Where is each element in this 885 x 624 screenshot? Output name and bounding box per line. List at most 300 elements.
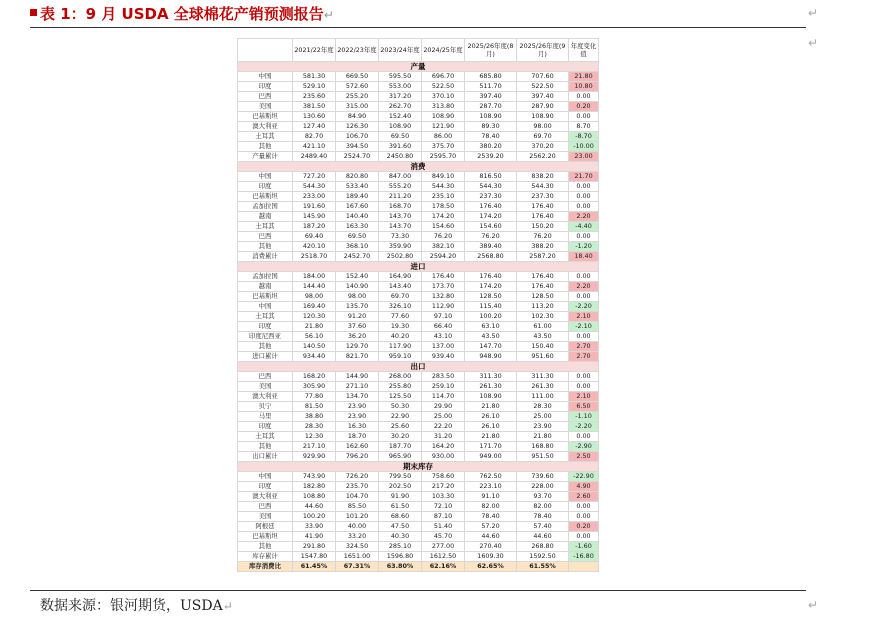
data-cell: 394.50 bbox=[336, 142, 379, 152]
row-label: 巴基斯坦 bbox=[238, 292, 293, 302]
data-cell: 2568.80 bbox=[465, 252, 517, 262]
data-cell: 108.80 bbox=[293, 492, 336, 502]
data-cell: -2.90 bbox=[569, 442, 599, 452]
row-label: 巴基斯坦 bbox=[238, 192, 293, 202]
data-cell: 22.90 bbox=[379, 412, 422, 422]
column-header: 2025/26年度(8月) bbox=[465, 39, 517, 62]
table-row bbox=[238, 512, 599, 522]
data-cell: 511.70 bbox=[465, 82, 517, 92]
data-cell: 137.00 bbox=[422, 342, 465, 352]
data-cell: 143.70 bbox=[379, 222, 422, 232]
data-cell: 1651.00 bbox=[336, 552, 379, 562]
data-cell: 86.00 bbox=[422, 132, 465, 142]
data-cell: 62.65% bbox=[465, 562, 517, 572]
data-cell: 81.50 bbox=[293, 402, 336, 412]
data-cell: 176.40 bbox=[422, 272, 465, 282]
row-label: 澳大利亚 bbox=[238, 392, 293, 402]
row-label: 孟加拉国 bbox=[238, 202, 293, 212]
data-cell: 0.00 bbox=[569, 532, 599, 542]
row-label: 中国 bbox=[238, 172, 293, 182]
table-row bbox=[238, 322, 599, 332]
data-cell: 2.20 bbox=[569, 282, 599, 292]
table-row bbox=[238, 282, 599, 292]
data-cell: 40.00 bbox=[336, 522, 379, 532]
data-cell: 36.20 bbox=[336, 332, 379, 342]
data-cell: 283.50 bbox=[422, 372, 465, 382]
row-label: 出口累计 bbox=[238, 452, 293, 462]
data-cell: 152.40 bbox=[336, 272, 379, 282]
data-cell: 572.60 bbox=[336, 82, 379, 92]
data-cell: 235.60 bbox=[293, 92, 336, 102]
data-cell: 108.90 bbox=[517, 112, 569, 122]
data-cell: 30.20 bbox=[379, 432, 422, 442]
section-header-row bbox=[238, 462, 599, 472]
data-cell: 951.50 bbox=[517, 452, 569, 462]
data-cell: 0.00 bbox=[569, 512, 599, 522]
data-cell: 76.20 bbox=[517, 232, 569, 242]
data-cell: 2489.40 bbox=[293, 152, 336, 162]
data-cell: 739.60 bbox=[517, 472, 569, 482]
row-label: 中国 bbox=[238, 72, 293, 82]
data-cell: 8.70 bbox=[569, 122, 599, 132]
data-cell: 97.10 bbox=[422, 312, 465, 322]
table-row bbox=[238, 442, 599, 452]
data-cell: 176.40 bbox=[517, 212, 569, 222]
data-cell: 72.10 bbox=[422, 502, 465, 512]
data-cell: -1.60 bbox=[569, 542, 599, 552]
table-row bbox=[238, 492, 599, 502]
data-cell: 202.50 bbox=[379, 482, 422, 492]
data-cell: 134.70 bbox=[336, 392, 379, 402]
data-cell: 187.20 bbox=[293, 222, 336, 232]
table-row bbox=[238, 302, 599, 312]
row-label: 贝宁 bbox=[238, 402, 293, 412]
data-cell: 182.80 bbox=[293, 482, 336, 492]
data-cell: 544.30 bbox=[465, 182, 517, 192]
margin-return-icon: ↵ bbox=[808, 6, 819, 20]
data-cell: 10.80 bbox=[569, 82, 599, 92]
data-cell: -1.20 bbox=[569, 242, 599, 252]
data-cell: 0.20 bbox=[569, 522, 599, 532]
data-cell: 313.80 bbox=[422, 102, 465, 112]
data-cell: 544.30 bbox=[422, 182, 465, 192]
table-row bbox=[238, 532, 599, 542]
data-cell: 311.30 bbox=[465, 372, 517, 382]
column-header: 年度变化值 bbox=[569, 39, 599, 62]
data-cell: 235.10 bbox=[422, 192, 465, 202]
data-cell: 211.20 bbox=[379, 192, 422, 202]
row-label: 越南 bbox=[238, 282, 293, 292]
data-cell: 951.60 bbox=[517, 352, 569, 362]
data-cell: 23.90 bbox=[336, 402, 379, 412]
data-table-container bbox=[237, 38, 598, 572]
section-header-row bbox=[238, 162, 599, 172]
data-cell: 420.10 bbox=[293, 242, 336, 252]
data-cell: 271.10 bbox=[336, 382, 379, 392]
row-label: 越南 bbox=[238, 212, 293, 222]
data-cell: 237.30 bbox=[465, 192, 517, 202]
data-cell: 144.40 bbox=[293, 282, 336, 292]
data-cell: 555.20 bbox=[379, 182, 422, 192]
table-row bbox=[238, 152, 599, 162]
data-cell: 12.30 bbox=[293, 432, 336, 442]
data-cell: 77.60 bbox=[379, 312, 422, 322]
table-row bbox=[238, 342, 599, 352]
data-cell: 69.70 bbox=[379, 292, 422, 302]
data-cell: 114.70 bbox=[422, 392, 465, 402]
column-header bbox=[238, 39, 293, 62]
data-cell: 176.40 bbox=[465, 272, 517, 282]
data-cell: 2.70 bbox=[569, 352, 599, 362]
data-source-note bbox=[40, 595, 233, 615]
section-title: 期末库存 bbox=[238, 462, 599, 472]
data-cell: 89.30 bbox=[465, 122, 517, 132]
table-row bbox=[238, 422, 599, 432]
data-cell: 63.10 bbox=[465, 322, 517, 332]
data-cell: 261.30 bbox=[517, 382, 569, 392]
data-cell: 26.10 bbox=[465, 422, 517, 432]
row-label: 其他 bbox=[238, 242, 293, 252]
data-cell: 368.10 bbox=[336, 242, 379, 252]
data-cell: 169.40 bbox=[293, 302, 336, 312]
data-cell: 2562.20 bbox=[517, 152, 569, 162]
data-cell: 21.80 bbox=[465, 402, 517, 412]
data-cell: 0.00 bbox=[569, 332, 599, 342]
data-cell: 685.80 bbox=[465, 72, 517, 82]
data-cell: 43.50 bbox=[517, 332, 569, 342]
data-cell: 51.40 bbox=[422, 522, 465, 532]
row-label: 土耳其 bbox=[238, 312, 293, 322]
data-cell: 127.40 bbox=[293, 122, 336, 132]
data-cell: 57.20 bbox=[465, 522, 517, 532]
data-cell: 37.60 bbox=[336, 322, 379, 332]
data-cell: 0.00 bbox=[569, 292, 599, 302]
data-cell: 268.00 bbox=[379, 372, 422, 382]
row-label: 巴西 bbox=[238, 502, 293, 512]
row-label: 印度 bbox=[238, 82, 293, 92]
data-cell: 26.10 bbox=[465, 412, 517, 422]
data-cell: 277.00 bbox=[422, 542, 465, 552]
table-row bbox=[238, 502, 599, 512]
data-cell: 176.40 bbox=[517, 282, 569, 292]
data-cell: 128.50 bbox=[517, 292, 569, 302]
data-cell: 91.90 bbox=[379, 492, 422, 502]
row-label: 其他 bbox=[238, 142, 293, 152]
data-cell: 174.20 bbox=[422, 212, 465, 222]
data-cell: 0.00 bbox=[569, 232, 599, 242]
data-cell: 73.30 bbox=[379, 232, 422, 242]
data-cell: 91.10 bbox=[465, 492, 517, 502]
section-header-row bbox=[238, 362, 599, 372]
data-cell: 56.10 bbox=[293, 332, 336, 342]
data-cell: -22.90 bbox=[569, 472, 599, 482]
data-cell: 135.70 bbox=[336, 302, 379, 312]
data-cell: 581.30 bbox=[293, 72, 336, 82]
data-cell: 128.50 bbox=[465, 292, 517, 302]
table-row bbox=[238, 472, 599, 482]
data-cell: -2.10 bbox=[569, 322, 599, 332]
data-cell: 102.30 bbox=[517, 312, 569, 322]
data-cell: 78.40 bbox=[465, 132, 517, 142]
data-cell: 163.30 bbox=[336, 222, 379, 232]
data-cell: 228.00 bbox=[517, 482, 569, 492]
data-cell: 184.00 bbox=[293, 272, 336, 282]
data-cell: 2.10 bbox=[569, 312, 599, 322]
row-label: 巴西 bbox=[238, 232, 293, 242]
data-cell: 69.50 bbox=[336, 232, 379, 242]
data-cell: 2595.70 bbox=[422, 152, 465, 162]
data-cell: 178.50 bbox=[422, 202, 465, 212]
data-cell: 33.20 bbox=[336, 532, 379, 542]
data-cell: 2.60 bbox=[569, 492, 599, 502]
data-cell: 112.90 bbox=[422, 302, 465, 312]
data-cell: 533.40 bbox=[336, 182, 379, 192]
data-cell: 707.60 bbox=[517, 72, 569, 82]
table-row bbox=[238, 392, 599, 402]
data-cell: 0.00 bbox=[569, 192, 599, 202]
data-cell: 21.80 bbox=[517, 432, 569, 442]
data-cell: 235.70 bbox=[336, 482, 379, 492]
data-cell: 21.70 bbox=[569, 172, 599, 182]
data-cell: 176.40 bbox=[465, 202, 517, 212]
table-row bbox=[238, 132, 599, 142]
table-row bbox=[238, 172, 599, 182]
data-cell: 23.90 bbox=[336, 412, 379, 422]
return-mark-icon: ↵ bbox=[222, 599, 233, 613]
data-cell: 140.90 bbox=[336, 282, 379, 292]
data-cell: 326.10 bbox=[379, 302, 422, 312]
data-cell: 98.00 bbox=[336, 292, 379, 302]
row-label: 印度 bbox=[238, 482, 293, 492]
table-row bbox=[238, 272, 599, 282]
table-row bbox=[238, 252, 599, 262]
row-label: 土耳其 bbox=[238, 222, 293, 232]
data-cell: 164.20 bbox=[422, 442, 465, 452]
source-text: 数据来源：银河期货，USDA bbox=[40, 598, 223, 614]
data-cell: 140.40 bbox=[336, 212, 379, 222]
stock-use-ratio-row bbox=[238, 562, 599, 572]
data-cell: 948.90 bbox=[465, 352, 517, 362]
data-cell: 82.00 bbox=[465, 502, 517, 512]
row-label: 进口累计 bbox=[238, 352, 293, 362]
data-cell: 108.90 bbox=[379, 122, 422, 132]
table-row bbox=[238, 232, 599, 242]
data-cell: 2524.70 bbox=[336, 152, 379, 162]
table-row bbox=[238, 552, 599, 562]
data-cell: 61.45% bbox=[293, 562, 336, 572]
table-row bbox=[238, 222, 599, 232]
data-cell: 359.90 bbox=[379, 242, 422, 252]
row-label: 中国 bbox=[238, 302, 293, 312]
data-cell: 28.30 bbox=[293, 422, 336, 432]
data-cell: 145.90 bbox=[293, 212, 336, 222]
table-row bbox=[238, 122, 599, 132]
data-cell: 143.70 bbox=[379, 212, 422, 222]
data-cell: 66.40 bbox=[422, 322, 465, 332]
column-header: 2025/26年度(9月) bbox=[517, 39, 569, 62]
table-row bbox=[238, 522, 599, 532]
data-cell: 44.60 bbox=[293, 502, 336, 512]
data-cell: 31.20 bbox=[422, 432, 465, 442]
data-cell: 189.40 bbox=[336, 192, 379, 202]
data-cell: -2.20 bbox=[569, 302, 599, 312]
data-cell: 152.40 bbox=[379, 112, 422, 122]
data-cell: 237.30 bbox=[517, 192, 569, 202]
table-row bbox=[238, 312, 599, 322]
data-cell: 820.80 bbox=[336, 172, 379, 182]
data-cell: 2452.70 bbox=[336, 252, 379, 262]
data-cell: 317.20 bbox=[379, 92, 422, 102]
table-row bbox=[238, 482, 599, 492]
data-cell: 171.70 bbox=[465, 442, 517, 452]
data-cell: 2587.20 bbox=[517, 252, 569, 262]
data-cell: 61.55% bbox=[517, 562, 569, 572]
data-cell: 595.50 bbox=[379, 72, 422, 82]
data-cell: 726.20 bbox=[336, 472, 379, 482]
row-label: 孟加拉国 bbox=[238, 272, 293, 282]
row-label: 土耳其 bbox=[238, 432, 293, 442]
data-cell: 173.70 bbox=[422, 282, 465, 292]
data-cell: 255.20 bbox=[336, 92, 379, 102]
data-cell: 291.80 bbox=[293, 542, 336, 552]
data-cell: 69.70 bbox=[517, 132, 569, 142]
data-cell: -16.80 bbox=[569, 552, 599, 562]
row-label: 阿根廷 bbox=[238, 522, 293, 532]
data-cell: 82.70 bbox=[293, 132, 336, 142]
row-label: 印度 bbox=[238, 322, 293, 332]
margin-return-icon: ↵ bbox=[808, 36, 819, 50]
data-cell: 168.80 bbox=[517, 442, 569, 452]
data-cell: 1609.30 bbox=[465, 552, 517, 562]
data-cell: 762.50 bbox=[465, 472, 517, 482]
data-cell: 934.40 bbox=[293, 352, 336, 362]
row-label: 印度 bbox=[238, 182, 293, 192]
table-row bbox=[238, 412, 599, 422]
data-cell: 113.20 bbox=[517, 302, 569, 312]
table-row bbox=[238, 202, 599, 212]
data-cell: 129.70 bbox=[336, 342, 379, 352]
data-cell: 78.40 bbox=[517, 512, 569, 522]
data-cell: 21.80 bbox=[569, 72, 599, 82]
data-cell: 553.00 bbox=[379, 82, 422, 92]
data-cell: 0.00 bbox=[569, 382, 599, 392]
data-cell: 1612.50 bbox=[422, 552, 465, 562]
data-cell: 87.10 bbox=[422, 512, 465, 522]
data-cell: 669.50 bbox=[336, 72, 379, 82]
table-row bbox=[238, 72, 599, 82]
data-cell: 380.20 bbox=[465, 142, 517, 152]
data-cell: 217.20 bbox=[422, 482, 465, 492]
data-cell: 76.20 bbox=[465, 232, 517, 242]
data-cell: 849.10 bbox=[422, 172, 465, 182]
data-cell: -10.00 bbox=[569, 142, 599, 152]
data-cell: 69.50 bbox=[379, 132, 422, 142]
table-row bbox=[238, 142, 599, 152]
table-row bbox=[238, 102, 599, 112]
data-cell: 69.40 bbox=[293, 232, 336, 242]
data-cell: 2.70 bbox=[569, 342, 599, 352]
data-cell: 68.60 bbox=[379, 512, 422, 522]
data-cell: 44.60 bbox=[465, 532, 517, 542]
data-cell: 315.00 bbox=[336, 102, 379, 112]
data-cell: 168.70 bbox=[379, 202, 422, 212]
data-cell: 25.00 bbox=[422, 412, 465, 422]
data-cell: 168.20 bbox=[293, 372, 336, 382]
data-cell: 324.50 bbox=[336, 542, 379, 552]
data-cell: 33.90 bbox=[293, 522, 336, 532]
table-row bbox=[238, 402, 599, 412]
data-cell: 28.30 bbox=[517, 402, 569, 412]
usda-cotton-table bbox=[237, 38, 599, 572]
data-cell: 132.80 bbox=[422, 292, 465, 302]
data-cell: 38.80 bbox=[293, 412, 336, 422]
data-cell: 696.70 bbox=[422, 72, 465, 82]
data-cell: 91.20 bbox=[336, 312, 379, 322]
table-row bbox=[238, 92, 599, 102]
table-row bbox=[238, 242, 599, 252]
data-cell: 0.00 bbox=[569, 182, 599, 192]
data-cell: 47.50 bbox=[379, 522, 422, 532]
table-row bbox=[238, 332, 599, 342]
data-cell: 187.70 bbox=[379, 442, 422, 452]
data-cell: 100.20 bbox=[465, 312, 517, 322]
data-cell: 2.20 bbox=[569, 212, 599, 222]
data-cell: 100.20 bbox=[293, 512, 336, 522]
row-label: 巴西 bbox=[238, 372, 293, 382]
data-cell: 255.80 bbox=[379, 382, 422, 392]
data-cell: 44.60 bbox=[517, 532, 569, 542]
data-cell: 1596.80 bbox=[379, 552, 422, 562]
data-cell: 375.70 bbox=[422, 142, 465, 152]
data-cell: 162.60 bbox=[336, 442, 379, 452]
data-cell: 150.40 bbox=[517, 342, 569, 352]
data-cell: 23.00 bbox=[569, 152, 599, 162]
data-cell: 125.50 bbox=[379, 392, 422, 402]
data-cell: 816.50 bbox=[465, 172, 517, 182]
row-label: 马里 bbox=[238, 412, 293, 422]
data-cell bbox=[569, 562, 599, 572]
data-cell: 391.60 bbox=[379, 142, 422, 152]
row-label: 澳大利亚 bbox=[238, 492, 293, 502]
table-row bbox=[238, 192, 599, 202]
data-cell: 174.20 bbox=[465, 212, 517, 222]
data-cell: 397.40 bbox=[465, 92, 517, 102]
section-title: 产量 bbox=[238, 62, 599, 72]
row-label: 美国 bbox=[238, 512, 293, 522]
section-title: 消费 bbox=[238, 162, 599, 172]
section-title: 出口 bbox=[238, 362, 599, 372]
data-cell: 930.00 bbox=[422, 452, 465, 462]
data-cell: 2594.20 bbox=[422, 252, 465, 262]
data-cell: 270.40 bbox=[465, 542, 517, 552]
row-label: 其他 bbox=[238, 442, 293, 452]
data-cell: 43.50 bbox=[465, 332, 517, 342]
data-cell: 959.10 bbox=[379, 352, 422, 362]
data-cell: 117.90 bbox=[379, 342, 422, 352]
data-cell: 796.20 bbox=[336, 452, 379, 462]
column-header: 2021/22年度 bbox=[293, 39, 336, 62]
margin-return-icon: ↵ bbox=[808, 598, 819, 612]
data-cell: 217.10 bbox=[293, 442, 336, 452]
data-cell: 25.00 bbox=[517, 412, 569, 422]
data-cell: 62.16% bbox=[422, 562, 465, 572]
bullet-square-icon bbox=[30, 9, 37, 16]
data-cell: 0.00 bbox=[569, 272, 599, 282]
data-cell: 41.90 bbox=[293, 532, 336, 542]
data-cell: 61.50 bbox=[379, 502, 422, 512]
data-cell: 522.50 bbox=[517, 82, 569, 92]
data-cell: 84.90 bbox=[336, 112, 379, 122]
